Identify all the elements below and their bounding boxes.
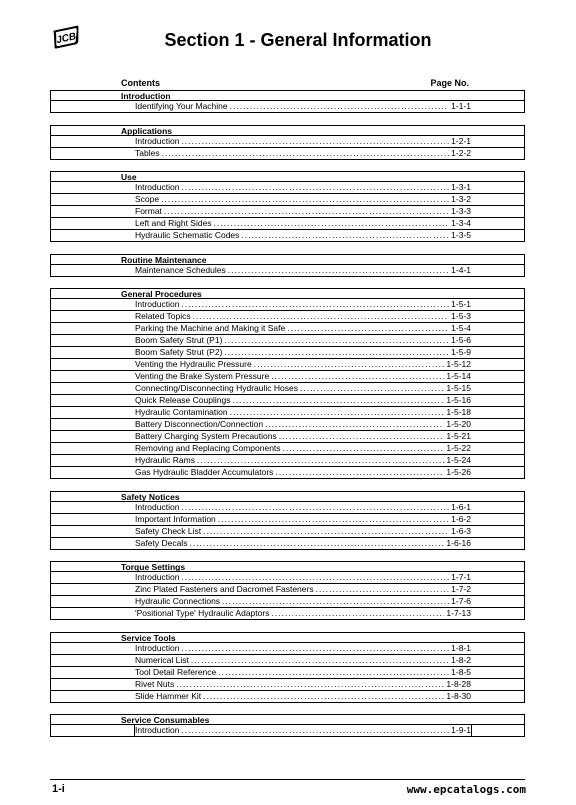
section-heading[interactable]: Safety Notices bbox=[50, 491, 525, 502]
dot-leader bbox=[254, 359, 445, 370]
toc-entry[interactable] bbox=[50, 667, 525, 679]
toc-entry[interactable] bbox=[50, 443, 525, 455]
toc-entry-link[interactable] bbox=[135, 395, 471, 406]
toc-entry-link[interactable] bbox=[135, 667, 471, 678]
toc-entry-link[interactable] bbox=[135, 443, 471, 454]
toc-entry-label: Boom Safety Strut (P1) bbox=[135, 335, 223, 345]
toc-entry-link[interactable] bbox=[135, 455, 471, 466]
dot-leader bbox=[181, 502, 449, 513]
toc-entry-label: Hydraulic Connections bbox=[135, 596, 221, 606]
dot-leader bbox=[218, 667, 449, 678]
toc-entry[interactable] bbox=[50, 311, 525, 323]
toc-entry[interactable] bbox=[50, 431, 525, 443]
dot-leader bbox=[283, 443, 445, 454]
toc-entry-link[interactable] bbox=[135, 596, 471, 607]
dot-leader bbox=[181, 299, 449, 310]
toc-entry-page: 1-5-16 bbox=[446, 395, 471, 405]
toc-entry-link[interactable] bbox=[135, 526, 471, 537]
toc-entry[interactable] bbox=[50, 265, 525, 277]
dot-leader bbox=[161, 194, 449, 205]
toc-entry[interactable] bbox=[50, 218, 525, 230]
contents-header bbox=[121, 78, 469, 88]
toc-section bbox=[0, 254, 576, 277]
toc-entry-link[interactable] bbox=[135, 371, 471, 382]
toc-entry-page: 1-3-5 bbox=[451, 230, 471, 240]
toc-entry-link[interactable] bbox=[135, 265, 471, 276]
toc-entry-label: Battery Charging System Precautions bbox=[135, 431, 277, 441]
dot-leader bbox=[271, 608, 444, 619]
toc-entry-page: 1-6-2 bbox=[451, 513, 471, 524]
dot-leader bbox=[218, 514, 449, 525]
toc-entry-link[interactable] bbox=[135, 311, 471, 322]
toc-entry-link[interactable] bbox=[135, 335, 471, 346]
toc-entry-link[interactable] bbox=[135, 608, 471, 619]
toc-entry-page: 1-2-1 bbox=[451, 135, 471, 146]
toc-entry-page: 1-5-9 bbox=[451, 347, 471, 357]
toc-entry[interactable] bbox=[50, 596, 525, 608]
toc-entry-link[interactable] bbox=[135, 383, 471, 394]
toc-entry-page: 1-5-12 bbox=[446, 359, 471, 369]
toc-entry[interactable] bbox=[50, 148, 525, 160]
toc-entry-page: 1-5-15 bbox=[446, 383, 471, 393]
toc-entry[interactable] bbox=[50, 407, 525, 419]
toc-entry-label: Rivet Nuts bbox=[135, 678, 175, 689]
toc-entry-link[interactable] bbox=[135, 323, 471, 334]
toc-entry[interactable] bbox=[50, 347, 525, 359]
dot-leader bbox=[203, 691, 444, 702]
toc-section bbox=[0, 90, 576, 113]
toc-entry-label: Introduction bbox=[135, 725, 180, 735]
toc-entry-link[interactable] bbox=[135, 691, 471, 702]
toc-entry[interactable] bbox=[50, 299, 525, 311]
toc-entry-page: 1-5-20 bbox=[446, 419, 471, 429]
toc-entry-page: 1-6-16 bbox=[446, 537, 471, 548]
page-no-label: Page No. bbox=[430, 78, 469, 88]
toc-entry-label: Connecting/Disconnecting Hydraulic Hoses bbox=[135, 383, 298, 393]
toc-entry-link[interactable] bbox=[135, 148, 471, 159]
toc-entry-page: 1-5-3 bbox=[451, 311, 471, 321]
dot-leader bbox=[181, 572, 449, 583]
toc-entry-link[interactable] bbox=[135, 538, 471, 549]
dot-leader bbox=[287, 323, 449, 334]
toc-entry[interactable] bbox=[50, 136, 525, 148]
toc-entry[interactable] bbox=[50, 467, 525, 479]
toc-section bbox=[0, 491, 576, 550]
toc-entry-link[interactable] bbox=[135, 299, 471, 310]
section-heading[interactable]: Routine Maintenance bbox=[50, 254, 525, 265]
toc-entry-label: Introduction bbox=[135, 572, 180, 582]
toc-entry[interactable] bbox=[50, 584, 525, 596]
toc-entry-page: 1-8-28 bbox=[446, 678, 471, 689]
toc-entry-link[interactable] bbox=[135, 136, 471, 147]
dot-leader bbox=[232, 395, 444, 406]
dot-leader bbox=[181, 182, 449, 193]
dot-leader bbox=[265, 419, 444, 430]
toc-entry-page: 1-4-1 bbox=[451, 264, 471, 275]
toc-entry[interactable] bbox=[50, 538, 525, 550]
toc-entry-label: Venting the Brake System Pressure bbox=[135, 371, 270, 381]
toc-entry[interactable] bbox=[50, 514, 525, 526]
dot-leader bbox=[300, 383, 444, 394]
toc-entry-link[interactable] bbox=[135, 407, 471, 418]
dot-leader bbox=[203, 526, 449, 537]
toc-section bbox=[0, 561, 576, 620]
toc-entry-label: Related Topics bbox=[135, 311, 191, 321]
dot-leader bbox=[191, 655, 449, 666]
toc-entry[interactable] bbox=[50, 455, 525, 467]
dot-leader bbox=[224, 335, 449, 346]
toc-entry-label: Introduction bbox=[135, 501, 180, 512]
toc-entry[interactable] bbox=[50, 679, 525, 691]
section-heading[interactable]: Use bbox=[50, 171, 525, 182]
page-number: 1-i bbox=[52, 783, 65, 795]
toc-entry-page: 1-7-1 bbox=[451, 572, 471, 582]
dot-leader bbox=[162, 148, 450, 159]
contents-label: Contents bbox=[121, 78, 160, 88]
dot-leader bbox=[230, 407, 445, 418]
section-heading[interactable]: Torque Settings bbox=[50, 561, 525, 572]
toc-entry-label: Important Information bbox=[135, 513, 216, 524]
toc-entry-link[interactable] bbox=[135, 419, 471, 430]
toc-entry-label: Maintenance Schedules bbox=[135, 264, 226, 275]
toc-entry-label: Hydraulic Contamination bbox=[135, 407, 228, 417]
toc-entry[interactable] bbox=[50, 371, 525, 383]
toc-entry-link[interactable] bbox=[135, 514, 471, 525]
dot-leader bbox=[271, 371, 444, 382]
dot-leader bbox=[189, 538, 444, 549]
toc-entry-link[interactable] bbox=[135, 359, 471, 370]
dot-leader bbox=[228, 265, 449, 276]
toc-entry-label: Identifying Your Machine bbox=[135, 101, 228, 111]
toc-entry-page: 1-3-3 bbox=[451, 206, 471, 216]
toc-entry[interactable] bbox=[50, 323, 525, 335]
toc-entry-link[interactable] bbox=[135, 502, 471, 513]
toc-section bbox=[0, 288, 576, 479]
dot-leader bbox=[193, 311, 450, 322]
logo-text: JCB bbox=[55, 31, 78, 47]
toc-entry-page: 1-5-22 bbox=[446, 443, 471, 453]
dot-leader bbox=[316, 584, 450, 595]
dot-leader bbox=[214, 218, 450, 229]
toc-entry-page: 1-5-1 bbox=[451, 299, 471, 309]
toc-entry-page: 1-7-6 bbox=[451, 596, 471, 606]
toc-entry-label: Boom Safety Strut (P2) bbox=[135, 347, 223, 357]
toc-entry-label: Battery Disconnection/Connection bbox=[135, 419, 264, 429]
toc-entry-link[interactable] bbox=[135, 431, 471, 442]
section-heading[interactable]: Introduction bbox=[50, 90, 525, 101]
toc-entry[interactable] bbox=[50, 335, 525, 347]
toc-entry-label: Introduction bbox=[135, 135, 180, 146]
toc-entry-label: Introduction bbox=[135, 299, 180, 309]
toc-entry-label: Quick Release Couplings bbox=[135, 395, 231, 405]
toc-entry-label: Venting the Hydraulic Pressure bbox=[135, 359, 252, 369]
toc-entry[interactable] bbox=[50, 725, 525, 737]
toc-entry-label: Left and Right Sides bbox=[135, 218, 212, 228]
toc-entry-page: 1-6-1 bbox=[451, 501, 471, 512]
toc-entry[interactable] bbox=[50, 572, 525, 584]
page-title: Section 1 - General Information bbox=[164, 30, 432, 50]
toc-entry[interactable] bbox=[50, 691, 525, 703]
dot-leader bbox=[181, 643, 449, 654]
toc-section bbox=[0, 714, 576, 737]
toc-entry-page: 1-1-1 bbox=[451, 101, 471, 111]
toc-entry-link[interactable] bbox=[135, 194, 471, 205]
toc-entry[interactable] bbox=[50, 359, 525, 371]
toc-entry[interactable] bbox=[50, 419, 525, 431]
toc-entry-page: 1-5-14 bbox=[446, 371, 471, 381]
toc-entry-link[interactable] bbox=[135, 725, 471, 736]
toc-entry-link[interactable] bbox=[135, 655, 471, 666]
toc-entry[interactable] bbox=[50, 608, 525, 620]
toc-entry-label: Numerical List bbox=[135, 654, 189, 665]
dot-leader bbox=[181, 136, 449, 147]
dot-leader bbox=[241, 230, 449, 241]
watermark: www.epcatalogs.com bbox=[406, 783, 526, 796]
toc-entry[interactable] bbox=[50, 643, 525, 655]
dot-leader bbox=[197, 455, 444, 466]
toc-entry-link[interactable] bbox=[135, 347, 471, 358]
section-heading[interactable]: Applications bbox=[50, 125, 525, 136]
toc-entry-label: Scope bbox=[135, 194, 160, 204]
toc-entry-link[interactable] bbox=[135, 643, 471, 654]
toc-entry[interactable] bbox=[50, 526, 525, 538]
toc-entry-link[interactable] bbox=[135, 572, 471, 583]
section-heading[interactable]: Service Tools bbox=[50, 632, 525, 643]
section-heading[interactable]: General Procedures bbox=[50, 288, 525, 299]
toc-entry[interactable] bbox=[50, 206, 525, 218]
toc-entry-label: 'Positional Type' Hydraulic Adaptors bbox=[135, 608, 270, 618]
toc-entry[interactable] bbox=[50, 101, 525, 113]
toc-entry-link[interactable] bbox=[135, 230, 471, 241]
dot-leader bbox=[181, 725, 449, 736]
toc-entry[interactable] bbox=[50, 502, 525, 514]
dot-leader bbox=[230, 101, 450, 112]
toc-entry-label: Hydraulic Rams bbox=[135, 455, 195, 465]
toc-entry-page: 1-3-4 bbox=[451, 218, 471, 228]
toc-section bbox=[0, 632, 576, 703]
toc-entry-label: Format bbox=[135, 206, 162, 216]
dot-leader bbox=[164, 206, 449, 217]
toc-entry-label: Safety Check List bbox=[135, 525, 202, 536]
toc-entry-link[interactable] bbox=[135, 679, 471, 690]
toc-entry[interactable] bbox=[50, 655, 525, 667]
table-of-contents bbox=[0, 90, 576, 749]
toc-section bbox=[0, 171, 576, 242]
toc-entry-link[interactable] bbox=[135, 584, 471, 595]
toc-entry-link[interactable] bbox=[135, 206, 471, 217]
toc-entry-page: 1-3-1 bbox=[451, 182, 471, 192]
toc-entry-page: 1-5-21 bbox=[446, 431, 471, 441]
toc-entry-page: 1-8-2 bbox=[451, 654, 471, 665]
toc-entry-page: 1-7-13 bbox=[446, 608, 471, 618]
toc-entry-page: 1-8-5 bbox=[451, 666, 471, 677]
toc-entry-label: Tables bbox=[135, 147, 160, 158]
toc-entry-page: 1-8-30 bbox=[446, 690, 471, 701]
dot-leader bbox=[275, 467, 444, 478]
toc-entry-link[interactable] bbox=[135, 182, 471, 193]
dot-leader bbox=[224, 347, 449, 358]
toc-entry[interactable] bbox=[50, 194, 525, 206]
toc-entry-label: Tool Detail Reference bbox=[135, 666, 217, 677]
toc-entry-page: 1-2-2 bbox=[451, 147, 471, 158]
toc-entry-page: 1-7-2 bbox=[451, 584, 471, 594]
toc-entry-label: Slide Hammer Kit bbox=[135, 690, 202, 701]
dot-leader bbox=[222, 596, 449, 607]
toc-entry-label: Parking the Machine and Making it Safe bbox=[135, 323, 286, 333]
dot-leader bbox=[279, 431, 445, 442]
toc-entry-page: 1-5-4 bbox=[451, 323, 471, 333]
toc-entry[interactable] bbox=[50, 230, 525, 242]
toc-entry-page: 1-5-24 bbox=[446, 455, 471, 465]
toc-entry-label: Hydraulic Schematic Codes bbox=[135, 230, 240, 240]
section-heading[interactable]: Service Consumables bbox=[50, 714, 525, 725]
toc-entry-page: 1-3-2 bbox=[451, 194, 471, 204]
toc-entry-label: Safety Decals bbox=[135, 537, 188, 548]
toc-entry-link[interactable] bbox=[135, 218, 471, 229]
toc-entry-label: Zinc Plated Fasteners and Dacromet Fasteners bbox=[135, 584, 314, 594]
toc-entry-label: Gas Hydraulic Bladder Accumulators bbox=[135, 467, 274, 477]
toc-section bbox=[0, 125, 576, 160]
footer-divider bbox=[50, 779, 525, 780]
toc-entry-link[interactable] bbox=[135, 467, 471, 478]
toc-entry-label: Removing and Replacing Components bbox=[135, 443, 281, 453]
dot-leader bbox=[176, 679, 444, 690]
toc-entry[interactable] bbox=[50, 182, 525, 194]
toc-entry-label: Introduction bbox=[135, 182, 180, 192]
toc-entry-page: 1-8-1 bbox=[451, 642, 471, 653]
toc-entry-link[interactable] bbox=[135, 101, 471, 112]
toc-entry[interactable] bbox=[50, 395, 525, 407]
toc-entry-page: 1-5-6 bbox=[451, 335, 471, 345]
toc-entry[interactable] bbox=[50, 383, 525, 395]
toc-entry-page: 1-6-3 bbox=[451, 525, 471, 536]
toc-entry-page: 1-5-26 bbox=[446, 467, 471, 477]
toc-entry-label: Introduction bbox=[135, 642, 180, 653]
toc-entry-page: 1-9-1 bbox=[451, 725, 471, 735]
toc-entry-page: 1-5-18 bbox=[446, 407, 471, 417]
